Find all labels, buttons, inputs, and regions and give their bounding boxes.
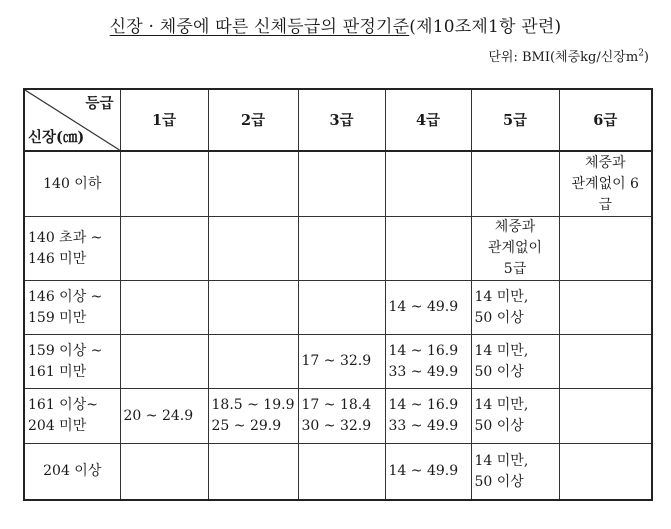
grade-2-cell [208, 281, 298, 335]
grade-header-1: 1급 [120, 89, 208, 151]
grade-4-cell [385, 217, 471, 281]
table-row [24, 281, 652, 335]
grade-4-cell: 14 ~ 16.9 33 ~ 49.9 [385, 389, 471, 444]
grade-1-cell [120, 281, 208, 335]
grade-5-cell: 14 미만, 50 이상 [471, 281, 559, 335]
grade-3-cell [298, 281, 385, 335]
grade-5-cell: 14 미만, 50 이상 [471, 335, 559, 389]
unit-suffix: ) [643, 50, 649, 65]
corner-height-label: 신장(㎝) [28, 129, 85, 146]
grade-6-cell [559, 281, 652, 335]
grade-header-3: 3급 [298, 89, 385, 151]
grade-5-cell: 체중과 관계없이 5급 [471, 217, 559, 281]
grade-6-cell [559, 389, 652, 444]
grade-header-4: 4급 [385, 89, 471, 151]
grade-5-cell [471, 151, 559, 217]
header-row [24, 89, 652, 151]
grade-4-cell: 14 ~ 16.9 33 ~ 49.9 [385, 335, 471, 389]
grade-5-cell: 14 미만, 50 이상 [471, 444, 559, 501]
grade-6-cell [559, 335, 652, 389]
grade-2-cell [208, 444, 298, 501]
grade-header-2: 2급 [208, 89, 298, 151]
height-range-cell: 140 이하 [24, 151, 120, 217]
height-range-cell: 146 이상 ~ 159 미만 [24, 281, 120, 335]
grade-2-cell: 18.5 ~ 19.9 25 ~ 29.9 [208, 389, 298, 444]
height-range-cell: 204 이상 [24, 444, 120, 501]
grade-6-cell [559, 444, 652, 501]
height-range-cell: 140 초과 ~ 146 미만 [24, 217, 120, 281]
table-row [24, 217, 652, 281]
grade-3-cell: 17 ~ 18.4 30 ~ 32.9 [298, 389, 385, 444]
grade-1-cell [120, 151, 208, 217]
corner-grade-label: 등급 [85, 95, 114, 112]
grade-6-cell [559, 217, 652, 281]
grade-1-cell [120, 217, 208, 281]
grade-1-cell [120, 444, 208, 501]
height-range-cell: 159 이상 ~ 161 미만 [24, 335, 120, 389]
corner-header-cell [24, 89, 120, 151]
unit-prefix: 단위: BMI(체중kg/신장m [488, 50, 639, 65]
table-row [24, 444, 652, 501]
grade-3-cell: 17 ~ 32.9 [298, 335, 385, 389]
grade-1-cell: 20 ~ 24.9 [120, 389, 208, 444]
title-main: 신장 · 체중에 따른 신체등급의 판정기준 [109, 17, 410, 37]
unit-exponent: 2 [638, 48, 644, 59]
grade-2-cell [208, 151, 298, 217]
grade-5-cell: 14 미만, 50 이상 [471, 389, 559, 444]
grade-4-cell: 14 ~ 49.9 [385, 281, 471, 335]
grade-criteria-table [23, 88, 653, 501]
grade-2-cell [208, 335, 298, 389]
table-row [24, 335, 652, 389]
grade-1-cell [120, 335, 208, 389]
table-row [24, 389, 652, 444]
height-range-cell: 161 이상~ 204 미만 [24, 389, 120, 444]
grade-3-cell [298, 217, 385, 281]
grade-2-cell [208, 217, 298, 281]
grade-header-5: 5급 [471, 89, 559, 151]
unit-note [488, 46, 649, 65]
grade-header-6: 6급 [559, 89, 652, 151]
document-title [0, 12, 671, 37]
grade-3-cell [298, 444, 385, 501]
table-row [24, 151, 652, 217]
grade-3-cell [298, 151, 385, 217]
grade-4-cell: 14 ~ 49.9 [385, 444, 471, 501]
grade-4-cell [385, 151, 471, 217]
grade-6-cell: 체중과 관계없이 6 급 [559, 151, 652, 217]
title-suffix: (제10조제1항 관련) [409, 17, 562, 37]
